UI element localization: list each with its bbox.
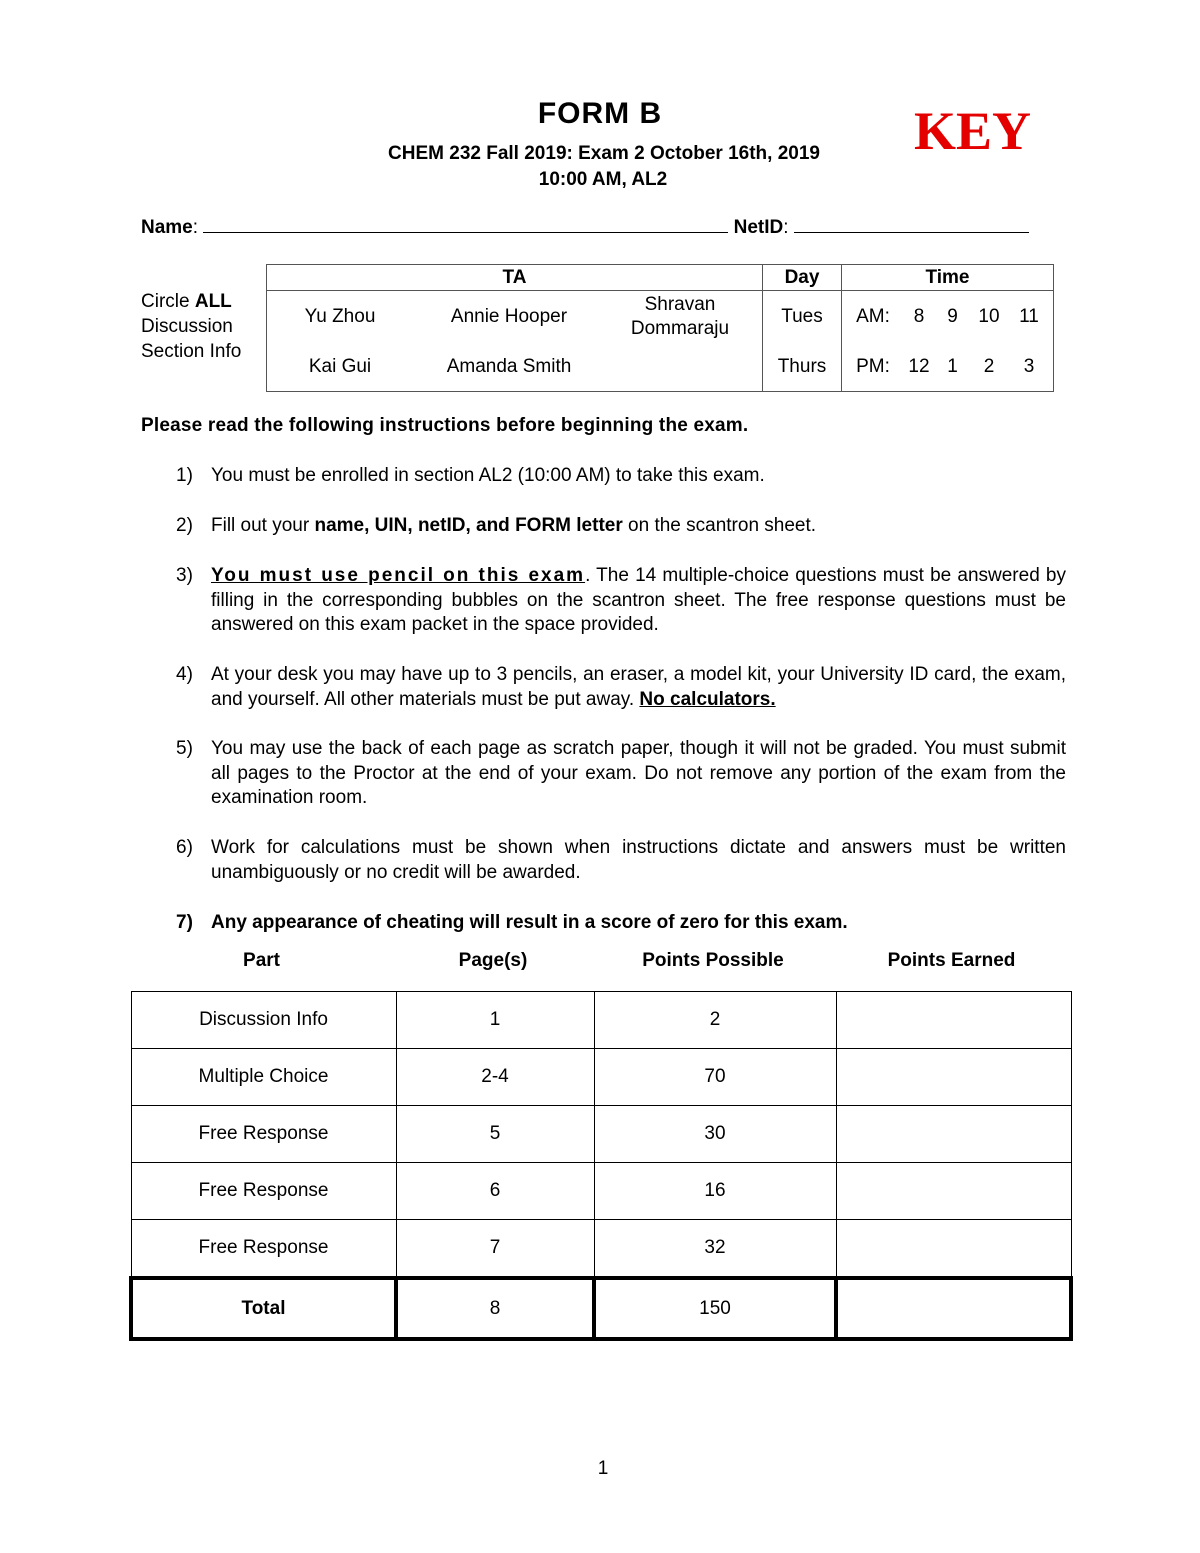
instructions-heading: Please read the following instructions before beginning the exam. xyxy=(141,415,749,436)
column-header: Part xyxy=(243,950,280,971)
time-option[interactable]: 2 xyxy=(983,355,995,377)
pages-cell: 2-4 xyxy=(396,1049,594,1106)
ta-row-1 xyxy=(267,291,763,343)
period-label: AM: xyxy=(856,305,890,327)
instruction-item: 1) You must be enrolled in section AL2 (10:00 AM) to take this exam. xyxy=(176,465,765,486)
instruction-item: 5) You may use the back of each page as scratch paper, though it will not be graded. You must submit all pages to the Proctor at the end of your exam. Do not remove any portion of the exam from the examination room. xyxy=(176,738,1066,808)
day-option[interactable]: Tues xyxy=(763,291,842,343)
time-option[interactable]: 8 xyxy=(913,305,925,327)
key-stamp: KEY xyxy=(914,101,1032,161)
pages-cell: 7 xyxy=(396,1220,594,1279)
time-row-am xyxy=(842,291,1054,343)
part-cell: Multiple Choice xyxy=(131,1049,396,1106)
instruction-item: 6) Work for calculations must be shown when instructions dictate and answers must be written unambiguously or no credit will be awarded. xyxy=(176,837,1066,883)
instruction-item: 3) You must use pencil on this exam. The 14 multiple-choice questions must be answered by filling in the corresponding bubbles on the scantron sheet. The free response questions must be answered on this exam packet in the space provided. xyxy=(176,565,1066,635)
possible-cell: 16 xyxy=(594,1163,836,1220)
table-row xyxy=(131,1106,1071,1163)
earned-cell[interactable] xyxy=(836,1049,1071,1106)
total-earned[interactable] xyxy=(836,1278,1071,1339)
possible-cell: 2 xyxy=(594,992,836,1049)
earned-cell[interactable] xyxy=(836,1163,1071,1220)
section-table xyxy=(266,264,1054,392)
total-pages: 8 xyxy=(396,1278,594,1339)
column-header: Points Earned xyxy=(887,950,1016,971)
instruction-item: 2) Fill out your name, UIN, netID, and FORM letter on the scantron sheet. xyxy=(176,515,817,536)
table-row xyxy=(131,992,1071,1049)
total-label: Total xyxy=(131,1278,396,1339)
part-cell: Free Response xyxy=(131,1163,396,1220)
time-option[interactable]: 3 xyxy=(1023,355,1035,377)
possible-cell: 30 xyxy=(594,1106,836,1163)
instruction-item: 4) At your desk you may have up to 3 pencils, an eraser, a model kit, your University ID card, the exam, and yourself. All other materials must be put away. No calculators. xyxy=(176,664,1066,710)
table-row xyxy=(131,1049,1071,1106)
name-label: Name xyxy=(141,217,193,238)
day-option[interactable]: Thurs xyxy=(763,343,842,392)
ta-option[interactable]: Shravan Dommaraju xyxy=(630,293,730,339)
name-field[interactable] xyxy=(203,218,728,233)
time-header: Time xyxy=(842,265,1054,291)
instruction-item: 7) Any appearance of cheating will result in a score of zero for this exam. xyxy=(176,912,848,933)
netid-field[interactable] xyxy=(794,218,1029,233)
part-cell: Discussion Info xyxy=(131,992,396,1049)
ta-option[interactable]: Yu Zhou xyxy=(304,305,376,327)
column-header: Points Possible xyxy=(642,950,784,971)
time-option[interactable]: 10 xyxy=(978,305,1000,327)
part-cell: Free Response xyxy=(131,1106,396,1163)
earned-cell[interactable] xyxy=(836,992,1071,1049)
pages-cell: 5 xyxy=(396,1106,594,1163)
ta-option[interactable]: Amanda Smith xyxy=(446,355,572,377)
total-row xyxy=(131,1278,1071,1339)
ta-option[interactable]: Kai Gui xyxy=(308,355,372,377)
time-option[interactable]: 12 xyxy=(908,355,930,377)
form-title: FORM B xyxy=(537,97,663,130)
page-number: 1 xyxy=(597,1458,609,1479)
possible-cell: 32 xyxy=(594,1220,836,1279)
time-option[interactable]: 11 xyxy=(1019,305,1039,327)
earned-cell[interactable] xyxy=(836,1220,1071,1279)
pages-cell: 6 xyxy=(396,1163,594,1220)
exam-title: CHEM 232 Fall 2019: Exam 2 October 16th, 2019 xyxy=(388,143,820,164)
earned-cell[interactable] xyxy=(836,1106,1071,1163)
possible-cell: 70 xyxy=(594,1049,836,1106)
time-option[interactable]: 1 xyxy=(947,355,958,377)
all-emphasis: ALL xyxy=(194,291,232,312)
netid-label: NetID xyxy=(733,217,784,238)
table-row xyxy=(131,1163,1071,1220)
total-possible: 150 xyxy=(594,1278,836,1339)
exam-time: 10:00 AM, AL2 xyxy=(538,169,668,190)
section-info-label: Circle ALL Discussion Section Info xyxy=(141,291,242,362)
ta-row-2 xyxy=(267,343,763,392)
day-header: Day xyxy=(763,265,842,291)
pages-cell: 1 xyxy=(396,992,594,1049)
table-row xyxy=(131,1220,1071,1279)
score-table xyxy=(129,991,1073,1341)
name-row: Name: NetID: xyxy=(141,217,1029,239)
ta-option[interactable]: Annie Hooper xyxy=(450,305,568,327)
period-label: PM: xyxy=(856,355,890,377)
part-cell: Free Response xyxy=(131,1220,396,1279)
time-row-pm xyxy=(842,343,1054,392)
time-option[interactable]: 9 xyxy=(947,305,958,327)
column-header: Page(s) xyxy=(458,950,528,971)
ta-header: TA xyxy=(267,265,763,291)
